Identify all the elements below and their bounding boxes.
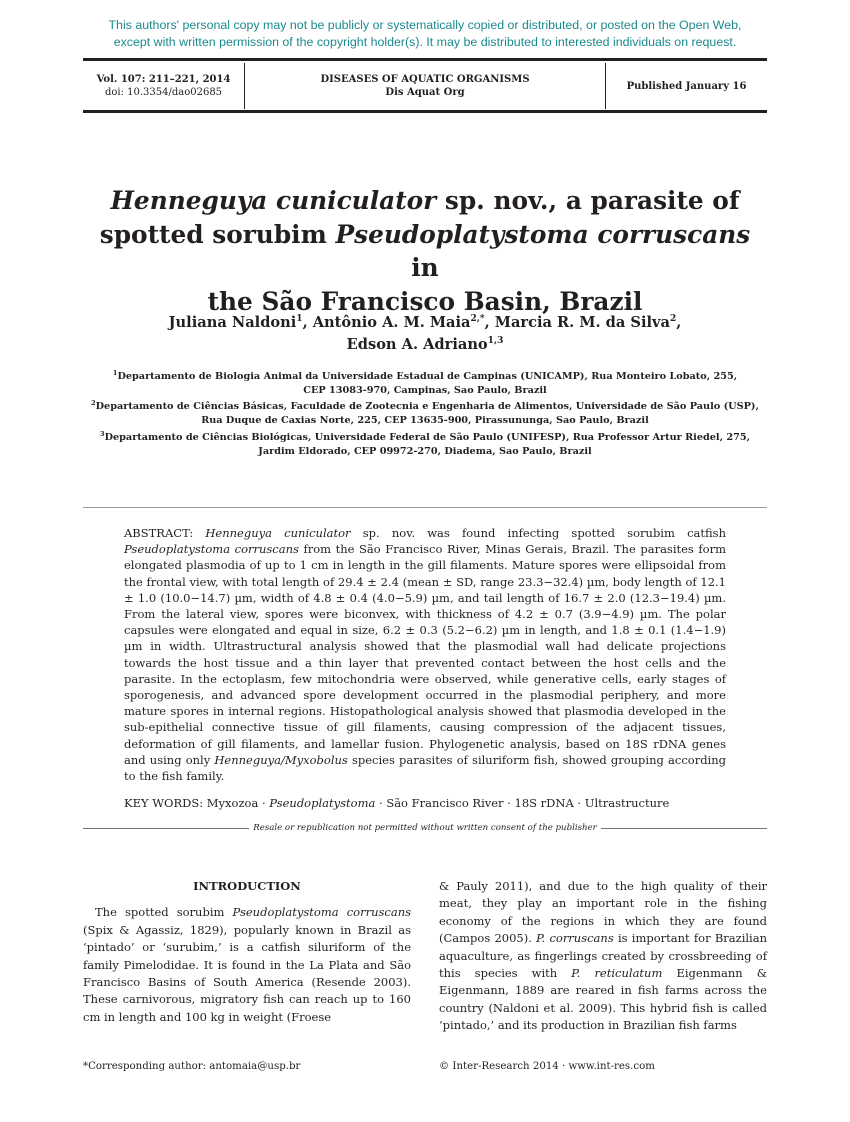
affiliation-line: Jardim Eldorado, CEP 09972-270, Diadema, Sao Paulo, Brazil [258, 445, 592, 457]
doi: doi: 10.3354/dao02685 [104, 87, 223, 98]
affiliation [83, 400, 767, 427]
affiliation [83, 431, 767, 458]
keywords-label: KEY WORDS: [124, 796, 207, 810]
journal-cell [245, 63, 606, 109]
author-affil-sup: 2 [669, 314, 677, 324]
affiliation-sup: 3 [100, 429, 105, 438]
body-text: (Spix & Agassiz, 1829), popularly known in Brazil as ‘pintado’ or ‘surubim,’ is a catfish siluriform of the family Pimelodidae. It is found in the La Plata and São Francisco Basins of South America (Resende 2003). These carnivorous, migratory fish can reach up to 160 cm in length and 100 kg in weight (Froese [83, 922, 411, 1024]
keyword: Myxozoa [206, 796, 259, 810]
abstract-text: species parasites of siluriform fish, showed grouping according to the fish family. [124, 752, 726, 784]
author-name: Juliana Naldoni [168, 314, 297, 331]
notice-line-2: except with written permission of the copyright holder(s). It may be distributed to interested individuals on request. [113, 34, 737, 49]
affiliation [83, 370, 767, 397]
keyword-sep: · [258, 796, 270, 810]
author-affil-sup: 1,3 [487, 335, 504, 346]
published-date: Published January 16 [626, 80, 747, 92]
affiliations [83, 370, 767, 461]
body-column-left [83, 878, 411, 1026]
header-bottom-rule [83, 110, 767, 113]
keyword-sep: · [503, 796, 515, 810]
body-species: Pseudoplatystoma corruscans [232, 905, 411, 920]
title-host: Pseudoplatystoma corruscans [335, 219, 751, 249]
affiliation-line: Rua Duque de Caxias Norte, 225, CEP 13635-900, Pirassununga, Sao Paulo, Brazil [201, 415, 649, 427]
affiliation-line: Departamento de Ciências Biológicas, Universidade Federal de São Paulo (UNIFESP), Rua Professor Artur Riedel, 275, [104, 431, 750, 443]
body-paragraph [439, 878, 767, 1035]
author-sep: , [676, 314, 682, 331]
body-species: P. reticulatum [571, 966, 663, 981]
keyword: Ultrastructure [584, 796, 670, 810]
author-list [83, 312, 767, 355]
abstract-species: Henneguya cuniculator [205, 526, 351, 540]
body-text: & Pauly 2011), and due to the high quality of their meat, they play an important role in the fishing economy of the regions in which they are found (Campos 2005). [439, 879, 767, 946]
affiliation-sup: 1 [112, 369, 118, 377]
abstract-genera: Henneguya/Myxobolus [214, 752, 348, 767]
author-affil-sup: 1 [296, 314, 303, 324]
body-text: Eigenmann & Eigenmann, 1889 are reared in fish farms across the country (Naldoni et al. 2009). This hybrid fish is called ‘pintado,’ and its production in Brazilian fish farms [439, 966, 767, 1033]
keyword: 18S rDNA [514, 796, 574, 810]
keyword-sep: · [375, 796, 387, 810]
keyword: Pseudoplatystoma [269, 796, 376, 810]
author-name: , Marcia R. M. da Silva [484, 314, 670, 331]
body-column-right [439, 878, 767, 1035]
keyword-sep: · [573, 796, 585, 810]
volume: Vol. 107: 211–221, 2014 [96, 74, 231, 85]
journal-name: DISEASES OF AQUATIC ORGANISMS [320, 74, 530, 85]
body-text: The spotted sorubim [95, 905, 233, 920]
abstract-host: Pseudoplatystoma corruscans [124, 542, 299, 557]
affiliation-sup: 2 [91, 399, 96, 408]
journal-abbrev: Dis Aquat Org [385, 87, 465, 98]
affiliation-line: Departamento de Ciências Básicas, Faculdade de Zootecnia e Engenharia de Alimentos, Universidade de São Paulo (USP), [95, 401, 759, 413]
body-text: is important for Brazilian aquaculture, as fingerlings created by crossbreeding of this species with [439, 931, 768, 981]
body-species: P. corruscans [536, 931, 614, 946]
keyword: São Francisco River [386, 796, 504, 810]
journal-header [83, 63, 767, 109]
abstract-label: ABSTRACT: [124, 526, 206, 540]
abstract-rule [83, 507, 767, 508]
author-name: , Antônio A. M. Maia [302, 314, 471, 331]
abstract-text: from the São Francisco River, Minas Gerais, Brazil. The parasites form elongated plasmodia of up to 1 cm in length in the gill filaments. Mature spores were ellipsoidal from the frontal view, with total length of 29.4 ± 2.4 (mean ± SD, range 23.3−32.4) µm, body length of 12.1 ± 1.0 (10.0−14.7) µm, width of 4.8 ± 0.4 (4.0−5.9) µm, and tail length of 16.7 ± 2.0 (12.3−19.4) µm. From the lateral view, spores were biconvex, with thickness of 4.2 ± 0.7 (3.9−4.9) µm. The polar capsules were elongated and equal in size, 6.2 ± 0.3 (5.2−6.2) µm in length, and 1.8 ± 0.1 (1.4−1.9) µm in width. Ultrastructural analysis showed that the plasmodial wall had delicate projections towards the host tissue and a thin layer that prevented contact between the host cells and the parasite. In the ectoplasm, few mitochondria were observed, while generative cells, early stages of sporogenesis, and advanced spore development occurred in the plasmodial periphery, and more mature spores in internal regions. Histopathological analysis showed that plasmodia developed in the sub-epithelial connective tissue of gill filaments, causing compression of the adjacent tissues, deformation of gill filaments, and lamellar fusion. Phylogenetic analysis, based on 18S rDNA genes and using only [124, 542, 726, 767]
affiliation-line: CEP 13083-970, Campinas, Sao Paulo, Brazil [303, 384, 547, 396]
resale-notice [83, 822, 767, 834]
title-species: Henneguya cuniculator [110, 186, 437, 215]
author-affil-sup: 2,* [470, 314, 485, 324]
abstract [124, 525, 726, 784]
header-top-rule [83, 58, 767, 61]
copyright-notice [0, 17, 850, 50]
paper-title [83, 184, 767, 318]
title-part-2: spotted sorubim [99, 219, 336, 249]
corresponding-author: *Corresponding author: antomaia@usp.br [83, 1061, 301, 1072]
notice-line-1: This authors' personal copy may not be publicly or systematically copied or distributed, or posted on the Open Web, [108, 18, 742, 32]
title-part-3: in [411, 253, 439, 282]
abstract-text: sp. nov. was found infecting spotted sorubim catfish [350, 526, 726, 540]
volume-cell [83, 63, 245, 109]
body-paragraph [83, 904, 411, 1026]
title-part-4: the São Francisco Basin, Brazil [207, 286, 643, 316]
title-part-1: sp. nov., a parasite of [436, 186, 740, 215]
affiliation-line: Departamento de Biologia Animal da Universidade Estadual de Campinas (UNICAMP), Rua Monteiro Lobato, 255, [117, 371, 738, 382]
section-heading: INTRODUCTION [193, 879, 301, 893]
published-cell [606, 63, 767, 109]
copyright-footer: © Inter-Research 2014 · www.int-res.com [439, 1061, 655, 1072]
resale-text: Resale or republication not permitted without written consent of the publisher [249, 823, 600, 833]
author-name: Edson A. Adriano [346, 335, 488, 353]
keywords [124, 795, 726, 811]
